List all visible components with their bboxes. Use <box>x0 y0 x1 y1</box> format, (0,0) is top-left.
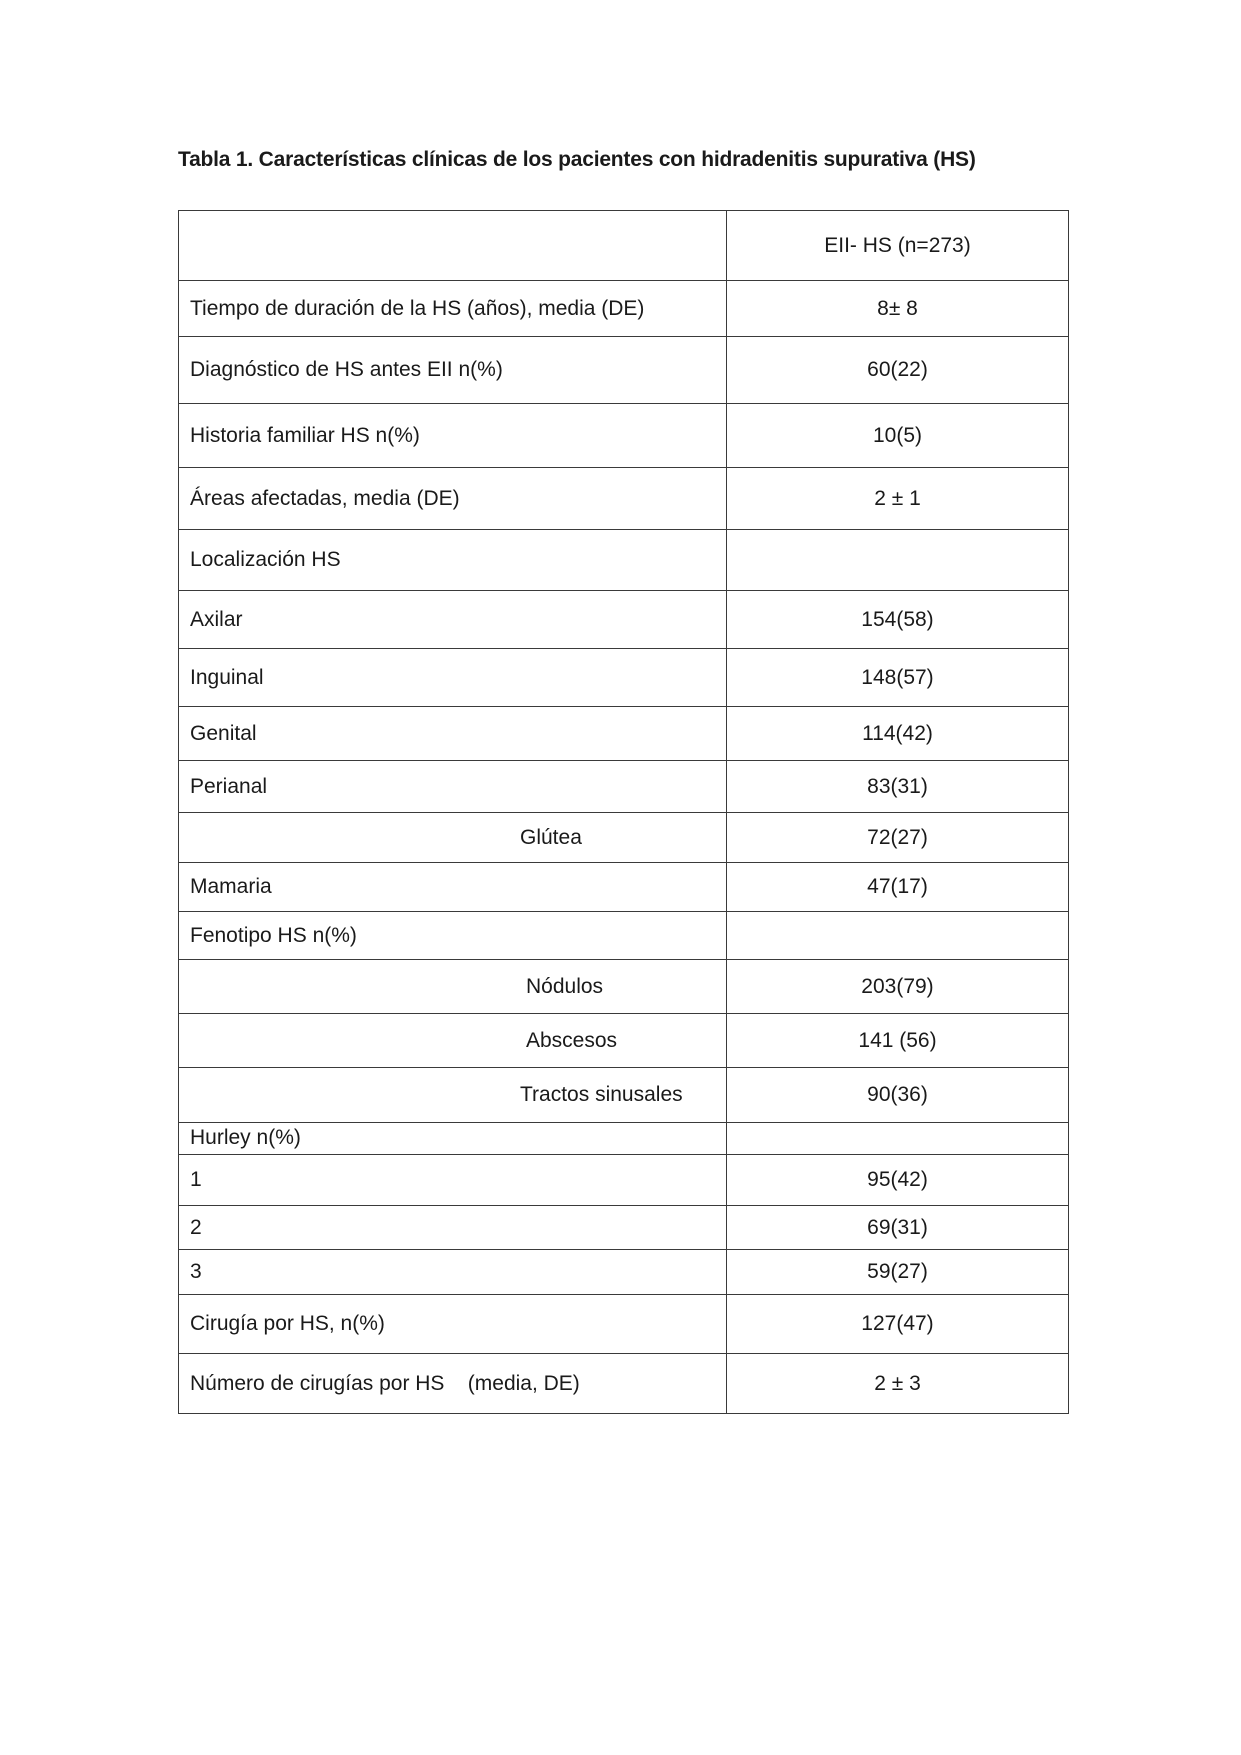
table-row <box>179 1068 1069 1123</box>
table-row <box>179 1250 1069 1295</box>
row-value: 203(79) <box>727 960 1069 1014</box>
table-row <box>179 1206 1069 1250</box>
row-value: 83(31) <box>727 761 1069 813</box>
row-value: 69(31) <box>727 1206 1069 1250</box>
row-value: 148(57) <box>727 649 1069 707</box>
row-value: 95(42) <box>727 1155 1069 1206</box>
row-value: 10(5) <box>727 404 1069 468</box>
section-label: Fenotipo HS n(%) <box>179 912 727 960</box>
header-label-cell <box>179 211 727 281</box>
table-title: Tabla 1. Características clínicas de los pacientes con hidradenitis supurativa (HS) <box>178 148 976 171</box>
row-sublabel: Inguinal <box>179 649 727 707</box>
table-row <box>179 863 1069 912</box>
row-sublabel: Glútea <box>179 813 727 863</box>
table-row <box>179 1014 1069 1068</box>
table-row <box>179 960 1069 1014</box>
row-sublabel: Perianal <box>179 761 727 813</box>
row-value: 141 (56) <box>727 1014 1069 1068</box>
section-label: Localización HS <box>179 530 727 591</box>
row-sublabel: Axilar <box>179 591 727 649</box>
row-value: 114(42) <box>727 707 1069 761</box>
table-row <box>179 1155 1069 1206</box>
row-value: 60(22) <box>727 337 1069 404</box>
row-sublabel: Genital <box>179 707 727 761</box>
row-label: Áreas afectadas, media (DE) <box>179 468 727 530</box>
row-value <box>727 530 1069 591</box>
row-sublabel: Mamaria <box>179 863 727 912</box>
row-value: 59(27) <box>727 1250 1069 1295</box>
table-row <box>179 337 1069 404</box>
table-row <box>179 281 1069 337</box>
table-row <box>179 1295 1069 1354</box>
section-label: Hurley n(%) <box>179 1123 727 1155</box>
row-value: 2 ± 1 <box>727 468 1069 530</box>
table-section-row <box>179 530 1069 591</box>
table-section-row <box>179 912 1069 960</box>
table-row <box>179 1354 1069 1414</box>
row-label: Historia familiar HS n(%) <box>179 404 727 468</box>
row-label: Cirugía por HS, n(%) <box>179 1295 727 1354</box>
row-sublabel: Abscesos <box>179 1014 727 1068</box>
table-row <box>179 761 1069 813</box>
row-sublabel: 3 <box>179 1250 727 1295</box>
row-value <box>727 912 1069 960</box>
clinical-characteristics-table <box>178 210 1069 1414</box>
row-value: 47(17) <box>727 863 1069 912</box>
table-row <box>179 468 1069 530</box>
row-value: 90(36) <box>727 1068 1069 1123</box>
row-value <box>727 1123 1069 1155</box>
table-header-row <box>179 211 1069 281</box>
table-row <box>179 404 1069 468</box>
row-sublabel: 2 <box>179 1206 727 1250</box>
row-value: 2 ± 3 <box>727 1354 1069 1414</box>
row-value: 154(58) <box>727 591 1069 649</box>
row-value: 72(27) <box>727 813 1069 863</box>
row-sublabel: 1 <box>179 1155 727 1206</box>
row-value: 127(47) <box>727 1295 1069 1354</box>
table-row <box>179 649 1069 707</box>
table-row <box>179 707 1069 761</box>
header-value-cell: EII- HS (n=273) <box>727 211 1069 281</box>
table-row <box>179 813 1069 863</box>
table-row <box>179 591 1069 649</box>
table-section-row <box>179 1123 1069 1155</box>
row-value: 8± 8 <box>727 281 1069 337</box>
row-label: Número de cirugías por HS (media, DE) <box>179 1354 727 1414</box>
row-label: Tiempo de duración de la HS (años), media (DE) <box>179 281 727 337</box>
row-sublabel: Tractos sinusales <box>179 1068 727 1123</box>
row-sublabel: Nódulos <box>179 960 727 1014</box>
row-label: Diagnóstico de HS antes EII n(%) <box>179 337 727 404</box>
